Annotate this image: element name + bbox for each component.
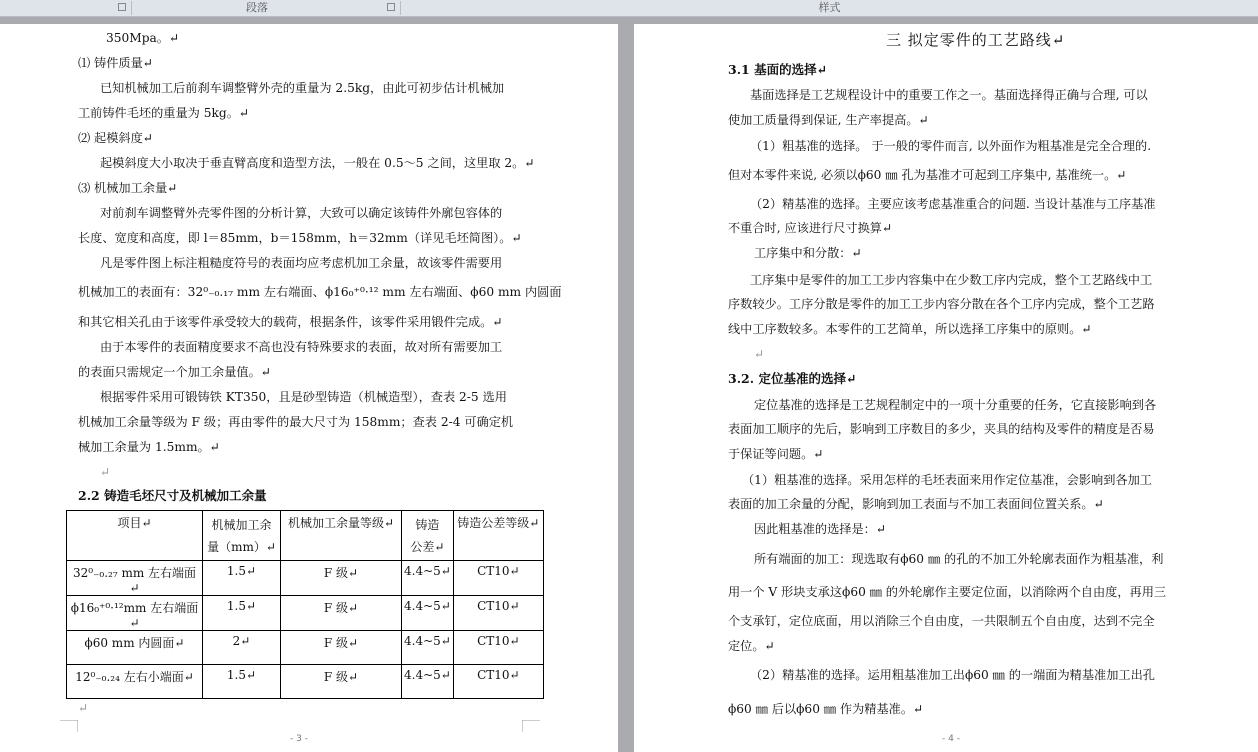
- table-header-cell: [203, 511, 281, 561]
- body-line: 由于本零件的表面精度要求不高也没有特殊要求的表面，故对所有需要加工: [100, 340, 503, 354]
- table-cell: CT10↵: [453, 665, 543, 699]
- dialog-launcher-icon[interactable]: [387, 3, 395, 11]
- body-line: （2）精基准的选择。运用粗基准加工出ϕ60 ㎜ 的一端面为精基准加工出孔: [750, 668, 1155, 682]
- body-line: 基面选择是工艺规程设计中的重要工作之一。基面选择得正确与合理, 可以: [750, 88, 1148, 102]
- body-line: 350Mpa。↵: [106, 31, 180, 45]
- table-row: [67, 665, 544, 699]
- paragraph-mark: ↵: [100, 465, 111, 479]
- page-corner-mark: [522, 720, 540, 732]
- table-cell: CT10↵: [453, 631, 543, 665]
- body-line: 的表面只需规定一个加工余量值。↵: [78, 365, 272, 379]
- table-header-cell: 项目↵: [67, 511, 203, 561]
- paragraph-mark: ↵: [754, 347, 765, 361]
- table-cell: 4.4~5↵: [402, 631, 454, 665]
- ribbon-group-styles: 样式: [818, 1, 841, 14]
- body-line: 序数较少。工序分散是零件的加工工步内容分散在各个工序内完成，整个工艺路: [728, 297, 1155, 311]
- table-cell: F 级↵: [281, 561, 402, 596]
- body-line: 表面的加工余量的分配，影响到加工表面与不加工表面间位置关系。↵: [728, 497, 1104, 511]
- body-line: 定位。↵: [728, 639, 775, 653]
- table-header-text: 公差↵: [410, 540, 445, 554]
- table-row: [67, 631, 544, 665]
- table-header-cell: [402, 511, 454, 561]
- table-cell: ϕ60 mm 内圆面↵: [67, 631, 203, 665]
- body-line: 工序集中是零件的加工工步内容集中在少数工序内完成，整个工艺路线中工: [750, 273, 1153, 287]
- page-corner-mark: [60, 720, 78, 732]
- paragraph-mark: ↵: [78, 701, 89, 715]
- body-line: （1）粗基准的选择。 于一般的零件而言, 以外面作为粗基准是完全合理的.: [750, 139, 1152, 153]
- body-line: 工序集中和分散：↵: [754, 246, 862, 260]
- section-item: ⑶ 机械加工余量↵: [78, 181, 178, 195]
- table-cell: 12⁰₋₀.₂₄ 左右小端面↵: [67, 665, 203, 699]
- body-line: 凡是零件图上标注粗糙度符号的表面均应考虑机加工余量，故该零件需要用: [100, 256, 503, 270]
- table-cell: 4.4~5↵: [402, 596, 454, 631]
- section-heading: 3.1 基面的选择↵: [728, 62, 828, 77]
- page-number: - 3 -: [290, 734, 308, 744]
- body-line: 所有端面的加工：现选取有ϕ60 ㎜ 的孔的不加工外轮廓表面作为粗基准，利: [754, 552, 1164, 566]
- table-cell: F 级↵: [281, 596, 402, 631]
- body-line: 个支承钉，定位底面，用以消除三个自由度，一共限制五个自由度，达到不完全: [728, 614, 1155, 628]
- body-line: 已知机械加工后前刹车调整臂外壳的重量为 2.5kg，由此可初步估计机械加: [100, 81, 505, 95]
- body-line: （1）粗基准的选择。采用怎样的毛坯表面来用作定位基准，会影响到各加工: [742, 473, 1152, 487]
- section-item: ⑵ 起模斜度↵: [78, 131, 154, 145]
- table-header-text: 量（mm）↵: [207, 540, 276, 554]
- table-header-row: [67, 511, 544, 561]
- body-line: 定位基准的选择是工艺规程制定中的一项十分重要的任务，它直接影响到各: [754, 398, 1157, 412]
- chapter-title: 三 拟定零件的工艺路线↵: [886, 31, 1066, 49]
- body-line: 线中工序数较多。本零件的工艺简单，所以选择工序集中的原则。↵: [728, 322, 1092, 336]
- table-header-cell: 机械加工余量等级↵: [281, 511, 402, 561]
- body-line: 使加工质量得到保证, 生产率提高。↵: [728, 113, 929, 127]
- dialog-launcher-icon[interactable]: [118, 3, 126, 11]
- page-4[interactable]: [634, 24, 1258, 752]
- body-line: 不重合时, 应该进行尺寸换算↵: [728, 221, 893, 235]
- table-cell: 1.5↵: [203, 665, 281, 699]
- section-heading: 3.2. 定位基准的选择↵: [728, 371, 857, 386]
- body-line: 长度、宽度和高度，即 l＝85mm，b＝158mm，h＝32mm（详见毛坯简图）。↵: [78, 231, 522, 245]
- table-header-text: 机械加工余: [211, 518, 272, 532]
- body-line: 于保证等问题。↵: [728, 447, 824, 461]
- section-item: ⑴ 铸件质量↵: [78, 56, 154, 70]
- body-line: 和其它相关孔由于该零件承受较大的载荷，根据条件，该零件采用锻件完成。↵: [78, 315, 503, 329]
- allowance-table: [66, 510, 544, 699]
- page-3[interactable]: [0, 24, 618, 752]
- body-line: 根据零件采用可锻铸铁 KT350，且是砂型铸造（机械造型），查表 2-5 选用: [100, 390, 507, 404]
- page-number: - 4 -: [942, 734, 960, 744]
- body-line: 机械加工余量等级为 F 级；再由零件的最大尺寸为 158mm；查表 2-4 可确定机: [78, 415, 514, 429]
- body-line: 因此粗基准的选择是：↵: [754, 522, 887, 536]
- body-line: 工前铸件毛坯的重量为 5kg。↵: [78, 106, 250, 120]
- ribbon-group-paragraph: 段落: [246, 1, 268, 14]
- table-row: [67, 596, 544, 631]
- table-cell: 2↵: [203, 631, 281, 665]
- table-cell: 1.5↵: [203, 596, 281, 631]
- table-row: [67, 561, 544, 596]
- body-line: 械加工余量为 1.5mm。↵: [78, 440, 220, 454]
- table-cell: 4.4~5↵: [402, 561, 454, 596]
- table-cell: ϕ16₀⁺⁰·¹²mm 左右端面↵: [67, 596, 203, 631]
- section-heading: 2.2 铸造毛坯尺寸及机械加工余量: [78, 488, 267, 503]
- table-cell: CT10↵: [453, 561, 543, 596]
- body-line: 表面加工顺序的先后，影响到工序数目的多少，夹具的结构及零件的精度是否易: [728, 422, 1155, 436]
- table-cell: CT10↵: [453, 596, 543, 631]
- body-line: ϕ60 ㎜ 后以ϕ60 ㎜ 作为精基准。↵: [728, 702, 924, 716]
- table-header-cell: 铸造公差等级↵: [453, 511, 543, 561]
- table-cell: F 级↵: [281, 665, 402, 699]
- table-cell: 32⁰₋₀.₂₇ mm 左右端面↵: [67, 561, 203, 596]
- ribbon-bar: [0, 0, 1258, 17]
- table-header-text: 铸造: [415, 518, 440, 532]
- body-line: 起模斜度大小取决于垂直臂高度和造型方法，一般在 0.5～5 之间，这里取 2。↵: [100, 156, 535, 170]
- table-cell: 4.4~5↵: [402, 665, 454, 699]
- body-line: 用一个 V 形块支承这ϕ60 ㎜ 的外轮廓作主要定位面，以消除两个自由度，再用三: [728, 585, 1167, 599]
- body-line: 对前刹车调整臂外壳零件图的分析计算，大致可以确定该铸件外廓包容体的: [100, 206, 503, 220]
- table-cell: F 级↵: [281, 631, 402, 665]
- ribbon-group-font-tail: [0, 0, 130, 16]
- body-line: （2）精基准的选择。主要应该考虑基准重合的问题. 当设计基准与工序基准: [750, 197, 1156, 211]
- table-cell: 1.5↵: [203, 561, 281, 596]
- body-line: 但对本零件来说, 必须以ϕ60 ㎜ 孔为基准才可起到工序集中, 基准统一。↵: [728, 168, 1127, 182]
- body-line: 机械加工的表面有：32⁰₋₀.₁₇ mm 左右端面、ϕ16₀⁺⁰·¹² mm 左右端面、ϕ60 mm 内圆面: [78, 285, 562, 299]
